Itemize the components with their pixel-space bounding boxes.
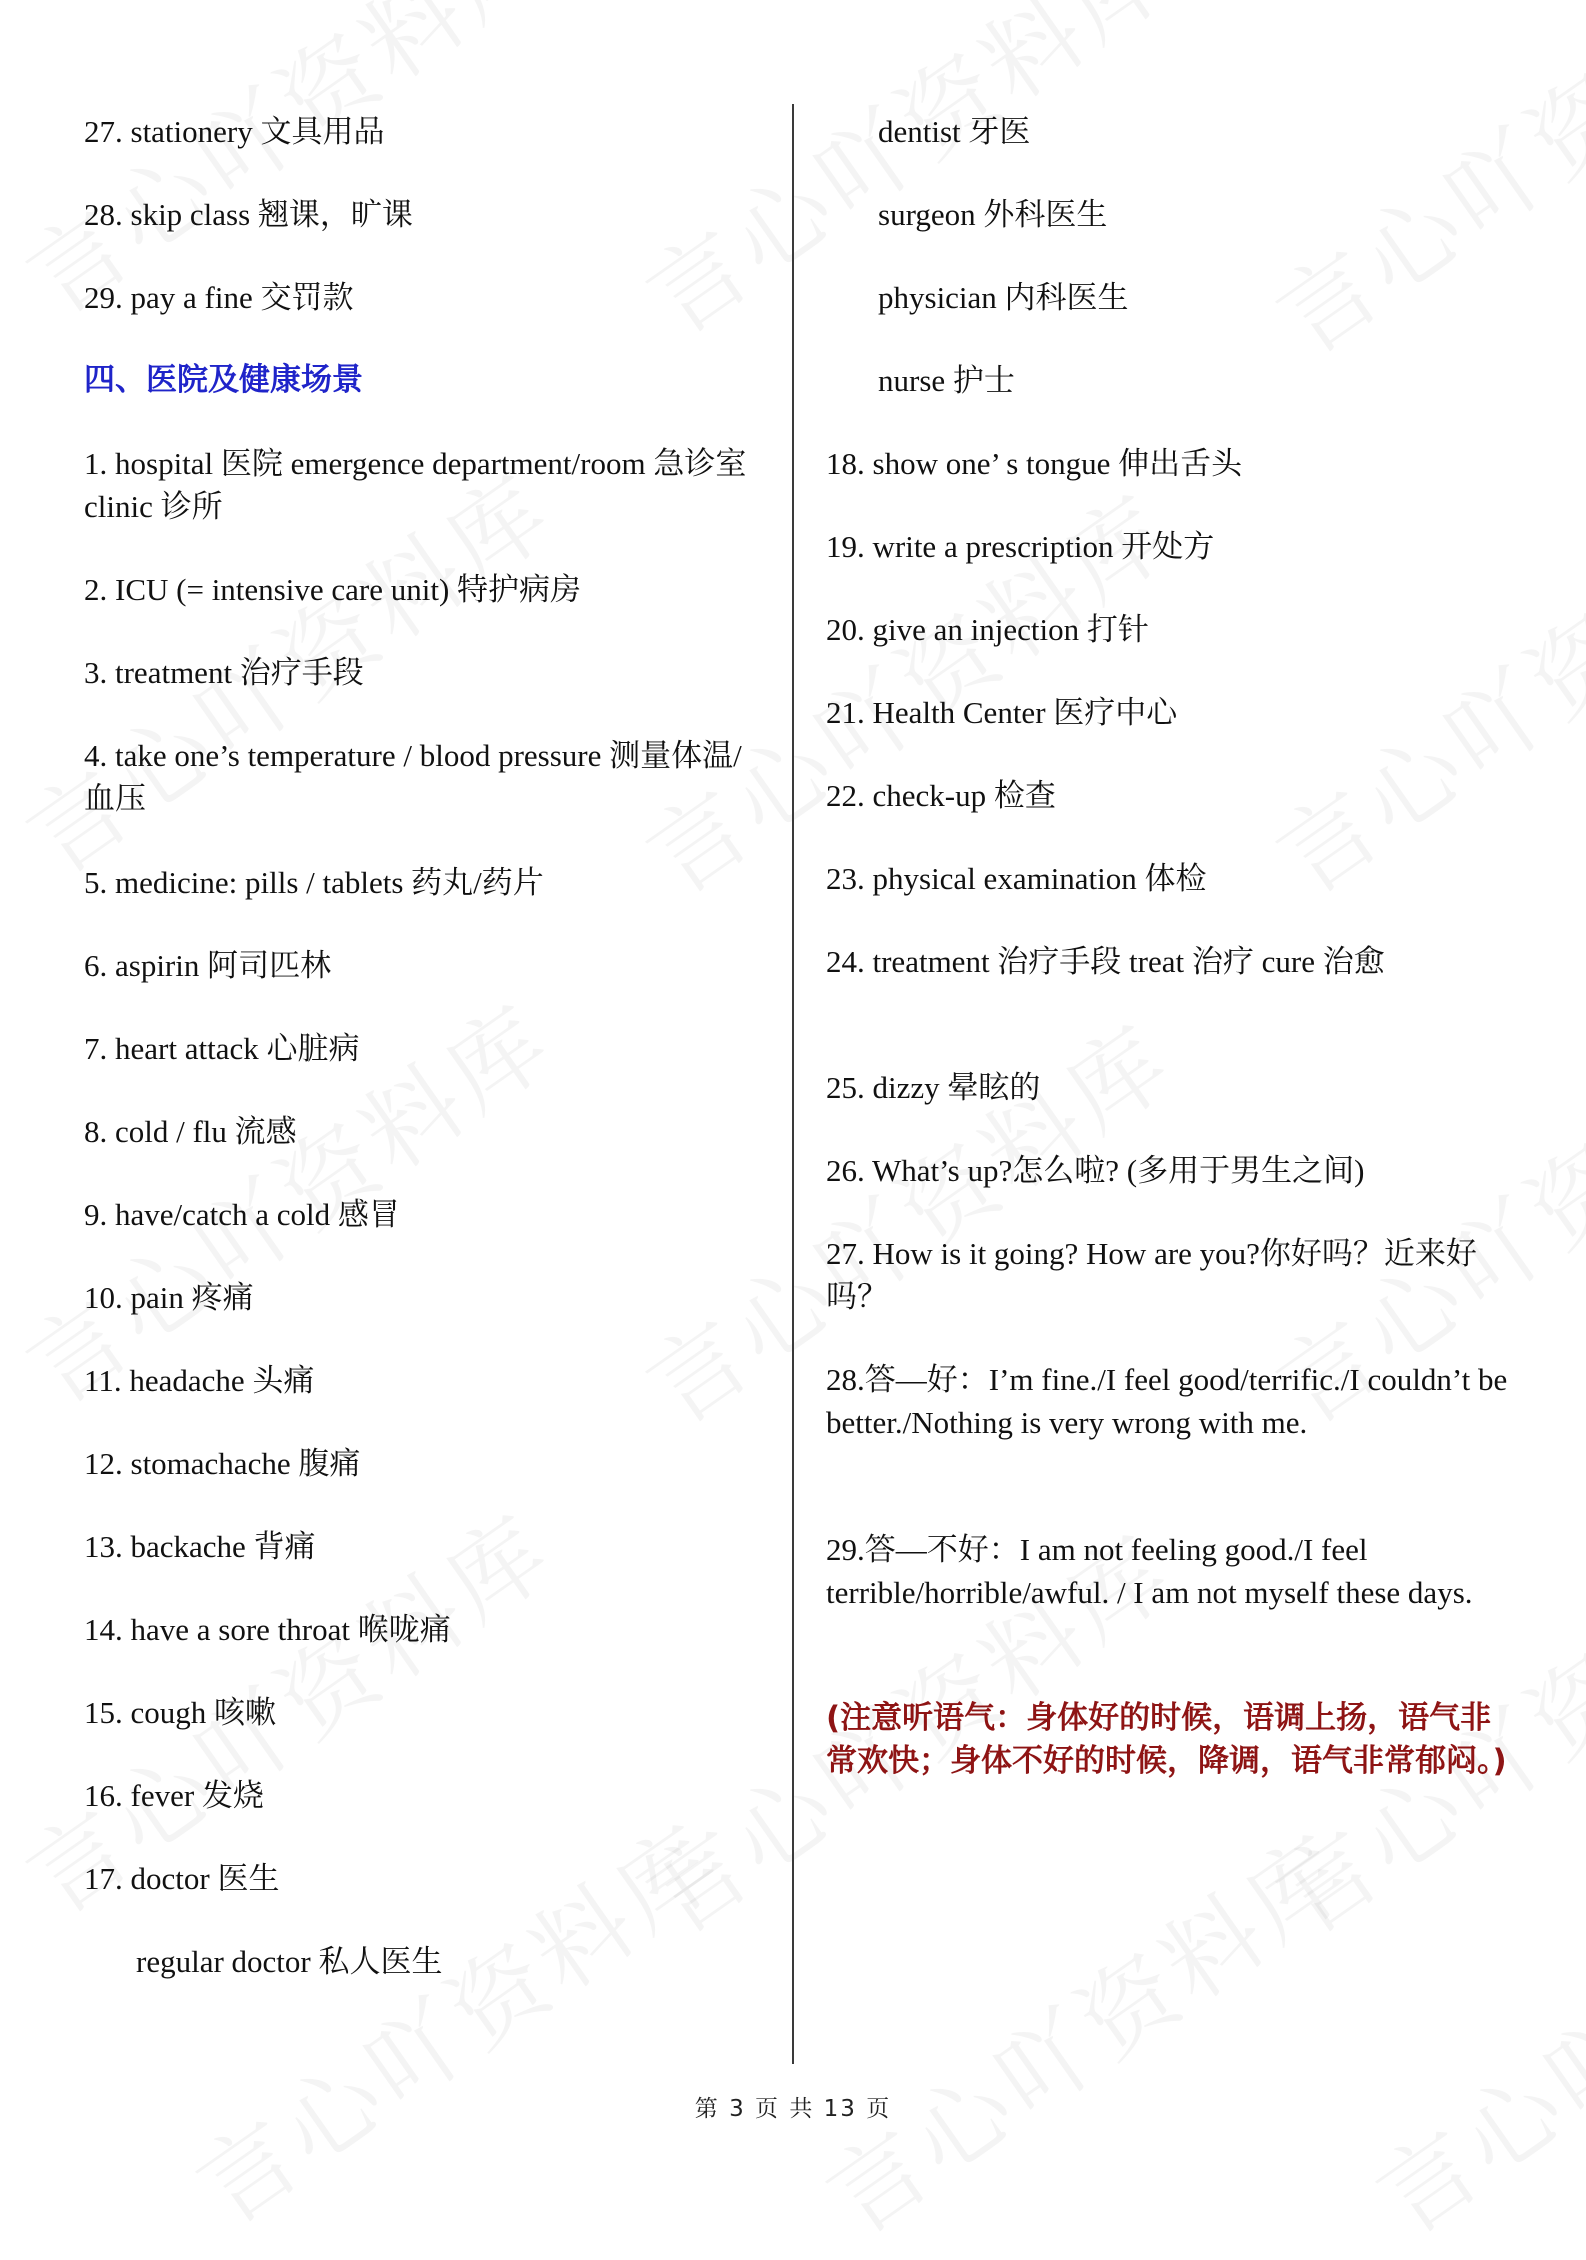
vocab-entry: 18. show one’ s tongue 伸出舌头	[826, 446, 1243, 481]
vocab-entry: 19. write a prescription 开处方	[826, 529, 1215, 564]
vocab-entry: 15. cough 咳嗽	[84, 1695, 277, 1730]
vocab-entry: 24. treatment 治疗手段 treat 治疗 cure 治愈	[826, 944, 1385, 979]
vocab-entry: 26. What’s up?怎么啦? (多用于男生之间)	[826, 1153, 1365, 1188]
vocab-entry: 4. take one’s temperature / blood pressure 测量体温/血压	[84, 738, 742, 816]
vocab-entry: 29. pay a fine 交罚款	[84, 280, 354, 315]
vocab-entry: 27. How is it going? How are you?你好吗？近来好吗？	[826, 1236, 1477, 1314]
vocab-entry: 11. headache 头痛	[84, 1363, 315, 1398]
vocab-entry: 21. Health Center 医疗中心	[826, 695, 1178, 730]
vocab-entry: 28. skip class 翘课，旷课	[84, 197, 413, 232]
vocab-entry: 13. backache 背痛	[84, 1529, 316, 1564]
vocab-entry: 14. have a sore throat 喉咙痛	[84, 1612, 451, 1647]
section-heading: 四、医院及健康场景	[84, 362, 363, 398]
watermark	[796, 1797, 1376, 2260]
vocab-entry: dentist 牙医	[878, 114, 1031, 149]
vocab-entry: 2. ICU (= intensive care unit) 特护病房	[84, 572, 582, 607]
note-paragraph: (注意听语气：身体好的时候，语调上扬，语气非常欢快；身体不好的时候，降调，语气非常郁闷。)	[826, 1700, 1507, 1779]
vocab-entry: nurse 护士	[878, 363, 1015, 398]
vocab-entry: surgeon 外科医生	[878, 197, 1108, 232]
column-divider	[792, 104, 794, 2064]
watermark	[1246, 0, 1586, 380]
vocab-entry: 8. cold / flu 流感	[84, 1114, 297, 1149]
vocab-entry: 20. give an injection 打针	[826, 612, 1149, 647]
vocab-entry: 22. check-up 检查	[826, 778, 1056, 813]
vocab-entry: 17. doctor 医生	[84, 1861, 280, 1896]
vocab-entry: 27. stationery 文具用品	[84, 114, 385, 149]
vocab-entry: 7. heart attack 心脏病	[84, 1031, 360, 1066]
vocab-entry: 23. physical examination 体检	[826, 861, 1207, 896]
vocab-entry: regular doctor 私人医生	[136, 1944, 443, 1979]
vocab-entry: 28.答—好：I’m fine./I feel good/terrific./I couldn’t be better./Nothing is very wrong with me.	[826, 1362, 1508, 1440]
watermark	[1346, 1797, 1586, 2260]
vocab-entry: 29.答—不好：I am not feeling good./I feel terrible/horrible/awful. / I am not myself these days.	[826, 1532, 1473, 1610]
vocab-entry: 6. aspirin 阿司匹林	[84, 948, 332, 983]
vocab-entry: 25. dizzy 晕眩的	[826, 1070, 1041, 1105]
vocab-entry: 10. pain 疼痛	[84, 1280, 254, 1315]
vocab-entry: 3. treatment 治疗手段	[84, 655, 364, 690]
page-footer: 第 3 页 共 13 页	[694, 2096, 892, 2122]
vocab-entry: 9. have/catch a cold 感冒	[84, 1197, 400, 1232]
vocab-entry: 16. fever 发烧	[84, 1778, 264, 1813]
vocab-entry: 5. medicine: pills / tablets 药丸/药片	[84, 865, 544, 900]
vocab-entry: 12. stomachache 腹痛	[84, 1446, 361, 1481]
vocab-entry: 1. hospital 医院 emergence department/room 急诊室 clinic 诊所	[84, 446, 747, 524]
vocab-entry: physician 内科医生	[878, 280, 1129, 315]
